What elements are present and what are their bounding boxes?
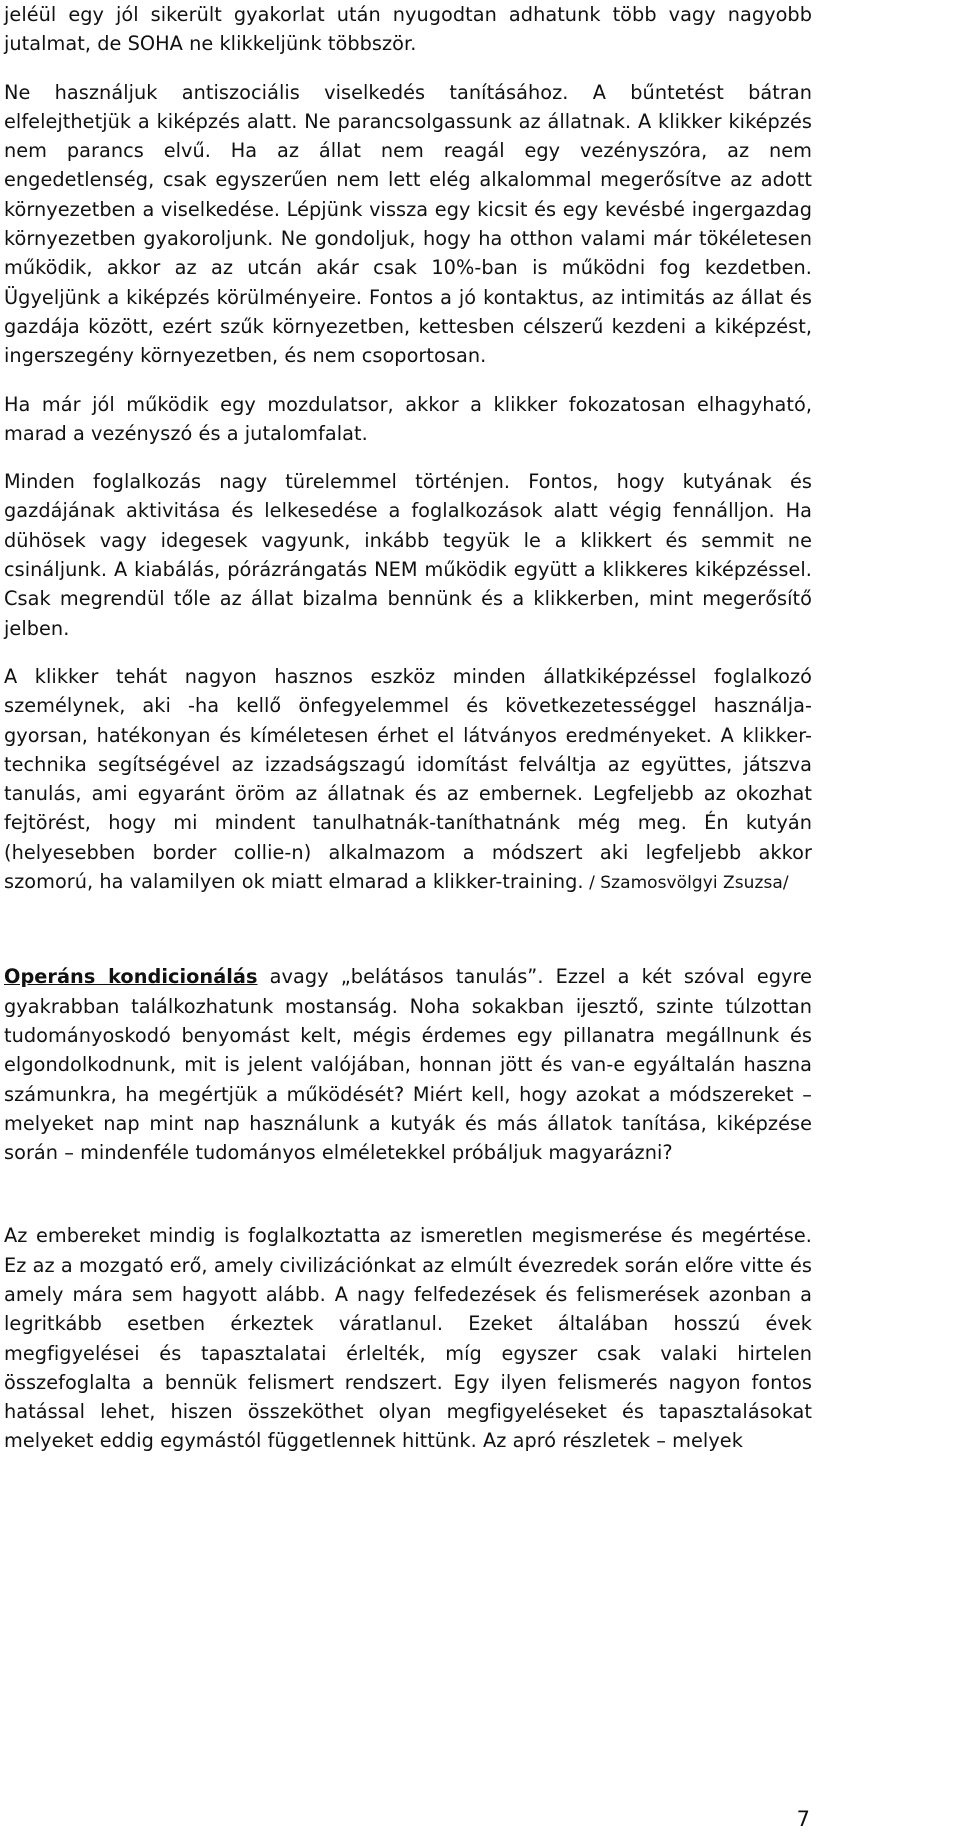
paragraph-discovery: Az embereket mindig is foglalkoztatta az ismeretlen megismerése és megértése. Ez az a mozgató erő, amely civilizációnkat az elmúlt évezredek során előre vitte és amely mára sem hagyott alább. A nagy felfedezések és felismerések azonban a legritkább esetben érkeztek váratlanul. Ezeket általában hosszú évek megfigyelései és tapasztalatai érlelték, míg egyszer csak valaki hirtelen összefoglalta a bennük felismert rendszert. Egy ilyen felismerés nagyon fontos hatással lehet, hiszen összeköthet olyan megfigyeléseket és tapasztalásokat melyeket eddig egymástól függetlennek hittünk. Az apró részletek – melyek — [4, 1224, 812, 1453]
conclusion-text: A klikker tehát nagyon hasznos eszköz minden állatkiképzéssel foglalkozó személynek, aki -ha kellő önfegyelemmel és következetességgel használja-gyorsan, hatékonyan és kíméletesen érhet el látványos eredményeket. A klikker-technika segítségével az izzadságszagú idomítást felváltja az együttes, játszva tanulás, ami egyaránt öröm az állatnak és az embernek. Legfeljebb az okozhat fejtörést, hogy mi mindent tanulhatnák-taníthatnánk még meg. Én kutyán (helyesebben border collie-n) alkalmazom a módszert aki legfeljebb akkor szomorú, ha valamilyen ok miatt elmarad a klikker-training. — [4, 664, 812, 894]
operant-text: avagy „belátásos tanulás”. Ezzel a két szóval egyre gyakrabban találkozhatunk mostanság. Noha sokakban ijesztő, szinte túlzottan tudományoskodó benyomást kelt, mégis érdemes egy pillanatra megállnunk és elgondolkodnunk, mit is jelent valójában, honnan jött és van-e egyáltalán haszna számunkra, ha megértjük a működését? Miért kell, hogy azokat a módszereket – melyeket nap mint nap használunk a kutyák és más állatok tanítása, kiképzése során – mindenféle tudományos elméletekkel próbáljuk magyarázni? — [4, 965, 812, 1165]
paragraph-reward: jeléül egy jól sikerült gyakorlat után nyugodtan adhatunk több vagy nagyobb jutalmat, de SOHA ne klikkeljünk többször. — [4, 3, 812, 56]
document-page — [4, 0, 812, 1456]
operant-conditioning-term: Operáns kondicionálás — [4, 965, 258, 989]
paragraph-antisocial: Ne használjuk antiszociális viselkedés tanításához. A bűntetést bátran elfelejthetjük a kiképzés alatt. Ne parancsolgassunk az állatnak. A klikker kiképzés nem parancs elvű. Ha az állat nem reagál egy vezényszóra, az nem engedetlenség, csak egyszerűen nem lett elég alkalommal megerősítve az adott környezetben a viselkedése. Lépjünk vissza egy kicsit és egy kevésbé ingergazdag környezetben gyakoroljunk. Ne gondoljuk, hogy ha otthon valami már tökéletesen működik, akkor az az utcán akár csak 10%-ban is működni fog kezdetben. Ügyeljünk a kiképzés körülményeire. Fontos a jó kontaktus, az intimitás az állat és gazdája között, ezért szűk környezetben, kettesben célszerű kezdeni a kiképzést, ingerszegény környezetben, és nem csoportosan. — [4, 80, 812, 368]
paragraph-conclusion — [4, 662, 812, 898]
paragraph-operant — [4, 962, 812, 1167]
paragraph-fading-clicker: Ha már jól működik egy mozdulatsor, akkor a klikker fokozatosan elhagyható, marad a vezényszó és a jutalomfalat. — [4, 392, 812, 445]
page-number: 7 — [796, 1807, 810, 1831]
author-signature: / Szamosvölgyi Zsuzsa/ — [583, 873, 789, 894]
paragraph-patience: Minden foglalkozás nagy türelemmel történjen. Fontos, hogy kutyának és gazdájának aktivitása és lelkesedése a foglalkozások alatt végig fennálljon. Ha dühösek vagy idegesek vagyunk, inkább tegyük le a klikkert és semmit ne csináljunk. A kiabálás, pórázrángatás NEM működik együtt a klikkeres kiképzéssel. Csak megrendül tőle az állat bizalma bennünk és a klikkerben, mint megerősítő jelben. — [4, 470, 812, 640]
